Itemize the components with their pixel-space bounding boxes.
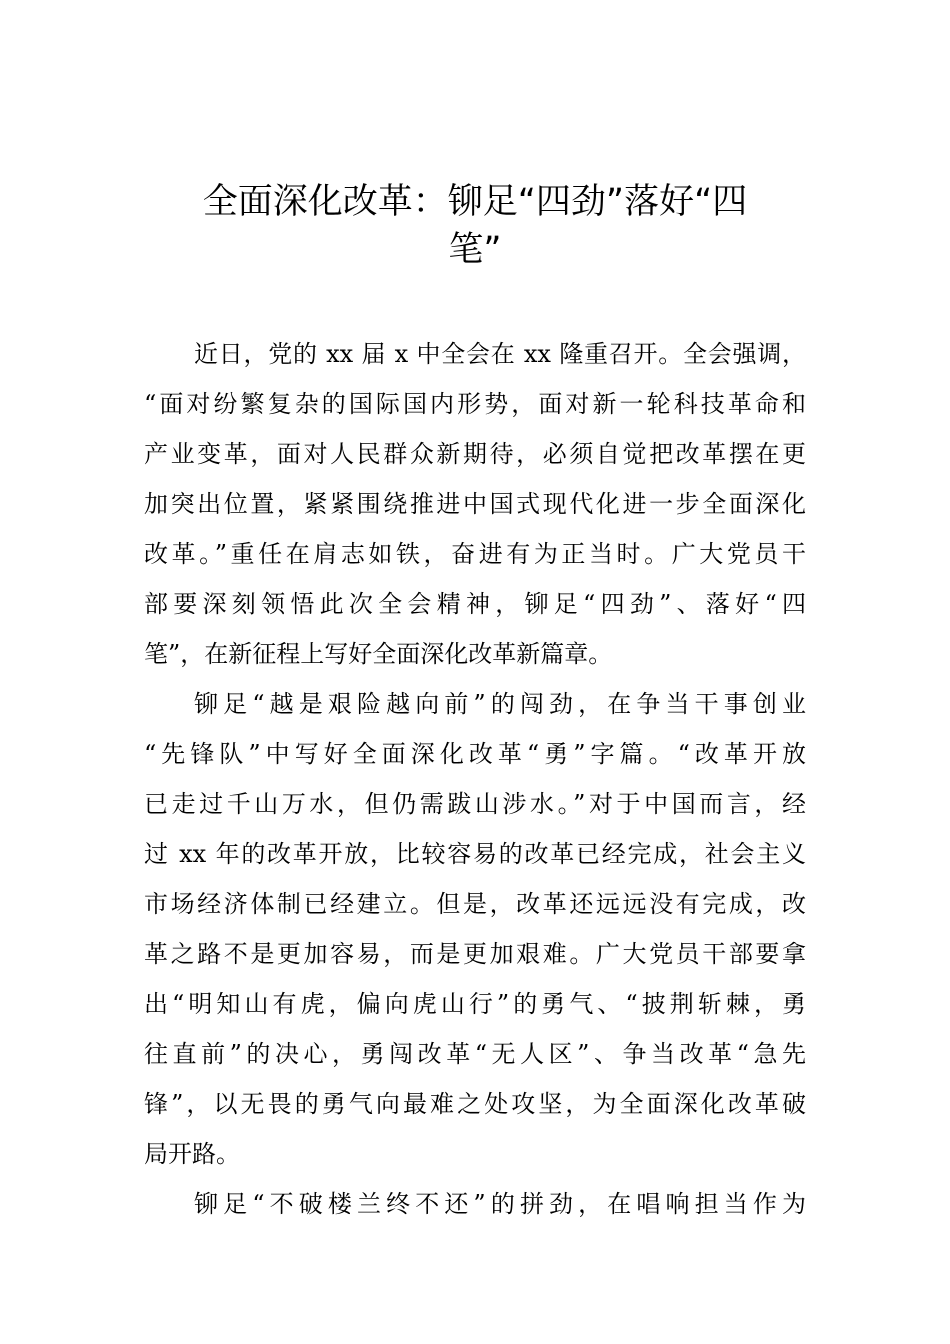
paragraph-line: 出“明知山有虎，偏向虎山行”的勇气、“披荆斩棘，勇 xyxy=(144,990,806,1018)
paragraph-line: 往直前”的决心，勇闯改革“无人区”、争当改革“急先 xyxy=(144,1040,806,1068)
paragraph xyxy=(144,329,806,679)
paragraph-line: 局开路。 xyxy=(144,1140,240,1168)
paragraph-line: 加突出位置，紧紧围绕推进中国式现代化进一步全面深化 xyxy=(144,490,806,518)
paragraph-line: 锋”，以无畏的勇气向最难之处攻坚，为全面深化改革破 xyxy=(144,1090,806,1118)
paragraph-line: 市场经济体制已经建立。但是，改革还远远没有完成，改 xyxy=(144,890,806,918)
paragraph-line: “先锋队”中写好全面深化改革“勇”字篇。“改革开放 xyxy=(144,740,806,768)
paragraph-line: 笔”，在新征程上写好全面深化改革新篇章。 xyxy=(144,640,613,668)
paragraph-line: 改革。”重任在肩志如铁，奋进有为正当时。广大党员干 xyxy=(144,540,806,568)
paragraph-line: 革之路不是更加容易，而是更加艰难。广大党员干部要拿 xyxy=(144,940,806,968)
paragraph-line: 过 xx 年的改革开放，比较容易的改革已经完成，社会主义 xyxy=(144,840,806,868)
paragraph xyxy=(144,1179,806,1229)
paragraph-line: 近日，党的 xx 届 x 中全会在 xx 隆重召开。全会强调， xyxy=(194,340,806,368)
paragraph-line: 部要深刻领悟此次全会精神，铆足“四劲”、落好“四 xyxy=(144,590,806,618)
title-line: 笔” xyxy=(448,230,502,270)
document-body xyxy=(144,329,806,1229)
paragraph xyxy=(144,679,806,1179)
paragraph-line: 铆足“越是艰险越向前”的闯劲，在争当干事创业 xyxy=(194,690,806,718)
paragraph-line: 已走过千山万水，但仍需跋山涉水。”对于中国而言，经 xyxy=(144,790,806,818)
document-title xyxy=(0,178,950,274)
paragraph-line: “面对纷繁复杂的国际国内形势，面对新一轮科技革命和 xyxy=(144,390,806,418)
paragraph-line: 铆足“不破楼兰终不还”的拼劲，在唱响担当作为 xyxy=(194,1190,806,1218)
paragraph-line: 产业变革，面对人民群众新期待，必须自觉把改革摆在更 xyxy=(144,440,806,468)
title-line: 全面深化改革：铆足“四劲”落好“四 xyxy=(202,182,748,222)
